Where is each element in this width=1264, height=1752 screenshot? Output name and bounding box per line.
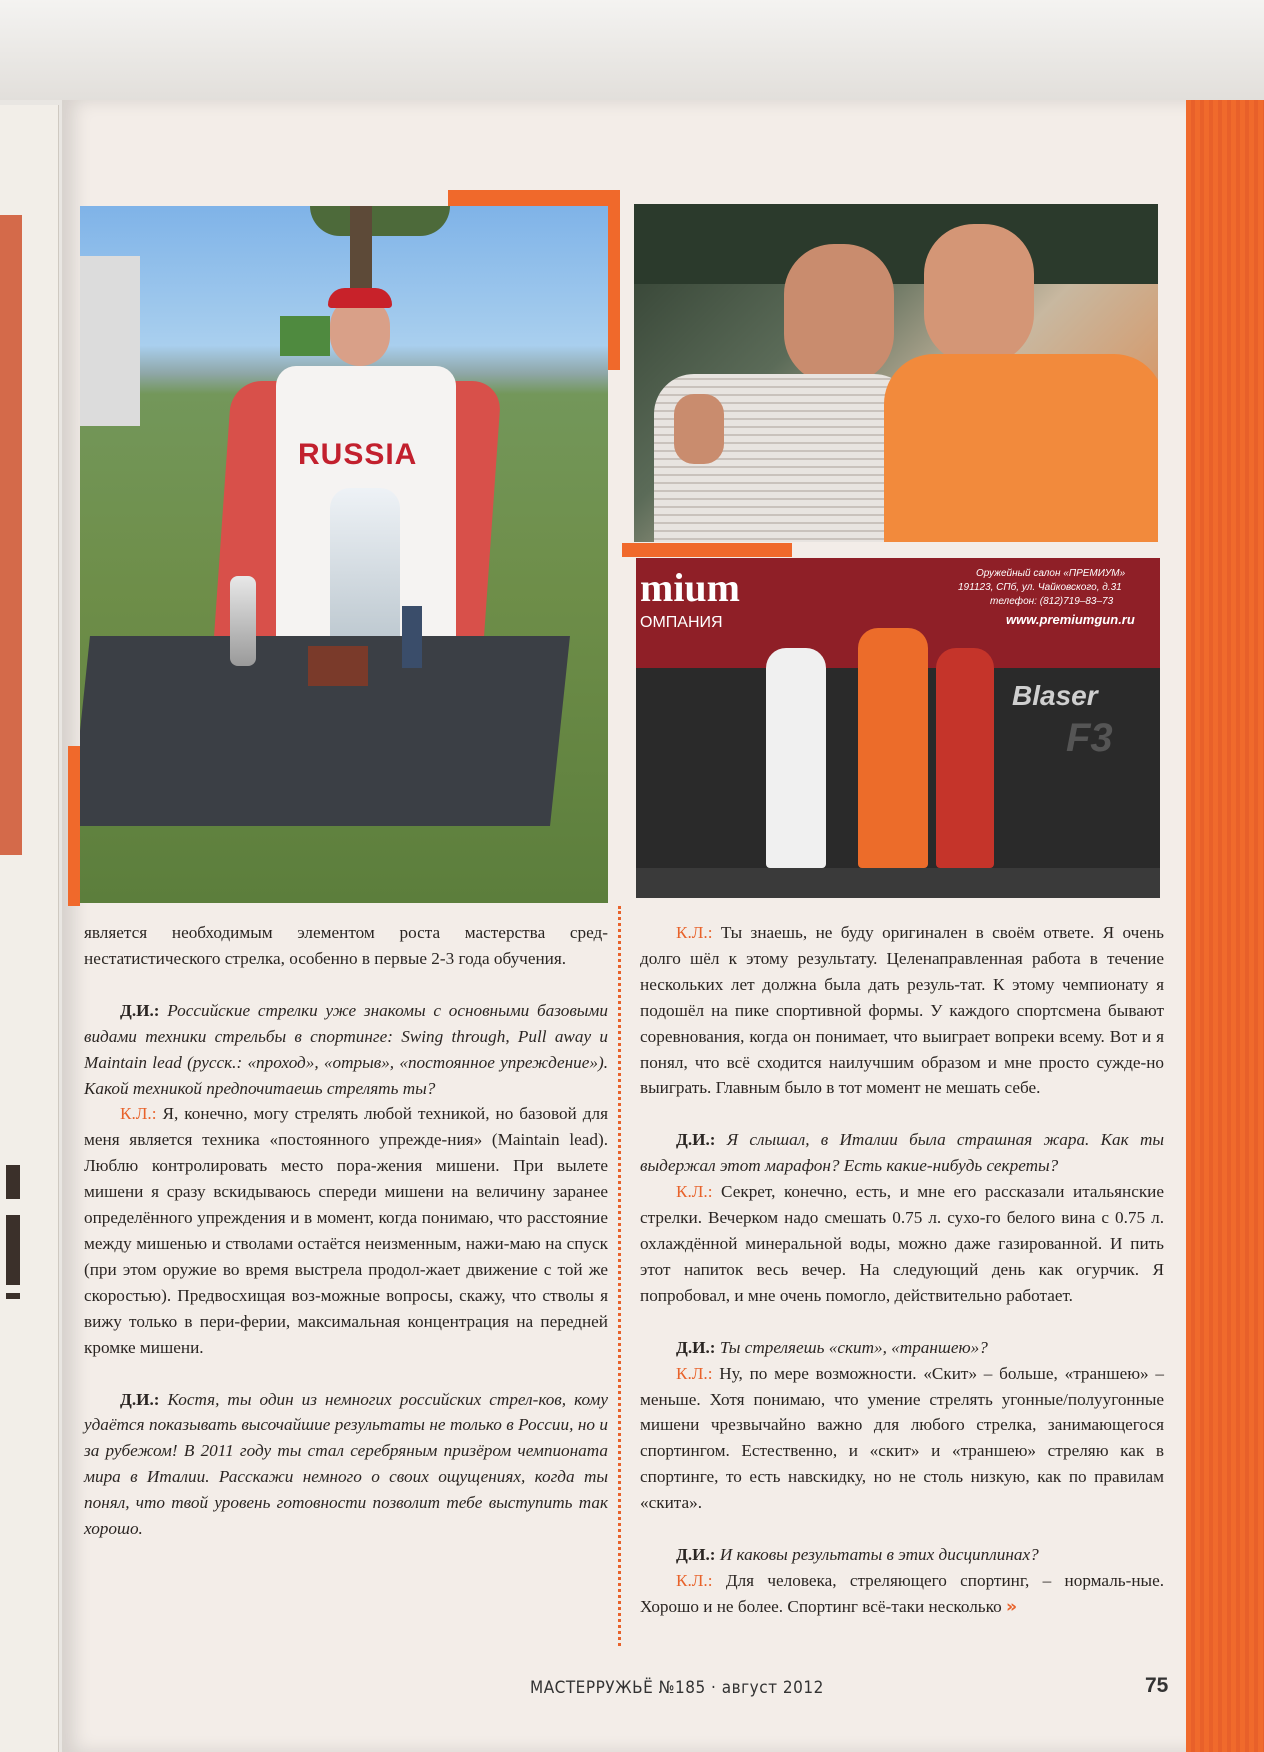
previous-page-edge	[0, 105, 59, 1752]
footer-magazine-issue: МАСТЕРРУЖЬЁ №185 · август 2012	[530, 1678, 824, 1698]
answer	[640, 1568, 1164, 1621]
question	[640, 1335, 1164, 1361]
previous-page-mark	[6, 1165, 20, 1199]
question-text: Российские стрелки уже знакомы с основными базовыми видами техники стрельбы в спортинге: Swing through, Pull away и Maintain lead (русск.: «проход», «отрыв», «постоянное упреждение»). Какой техникой предпочитаешь стрелять ты?	[84, 1000, 608, 1098]
salon-address: 191123, СПб, ул. Чайковского, д.31	[958, 582, 1122, 593]
answer-text: Ну, по мере возможности. «Скит» – больше, «траншею» – меньше. Хотя понимаю, что умение стрелять угонные/полуугонные мишени чрезвычайно важно для любого стрелка, занимающегося спортингом. Естественно, и «скит» и «траншею» стреляю как в спортинге, то есть навскидку, но не столь низкую, как по правилам «скита».	[640, 1363, 1164, 1513]
previous-page-orange-strip	[0, 215, 22, 855]
answer-text: Секрет, конечно, есть, и мне его рассказали итальянские стрелки. Вечерком надо смешать 0.75 л. сухо-го белого вина с 0.75 л. охлаждённой минеральной воды, можно даже газированной. И пить этот напиток весь вечер. На следующий день как огурчик. Я попробовал, и мне очень помогло, действительно работает.	[640, 1182, 1165, 1305]
speaker-kl: К.Л.:	[676, 1570, 713, 1590]
left-column	[84, 920, 608, 1542]
speaker-di: Д.И.:	[120, 1389, 160, 1409]
photo-frame-accent	[68, 746, 80, 906]
banner-brand-text: mium	[640, 565, 740, 610]
speaker-di: Д.И.:	[676, 1337, 716, 1357]
salon-phone: телефон: (812)719–83–73	[990, 596, 1114, 607]
column-divider	[618, 906, 621, 1646]
question	[640, 1127, 1164, 1179]
answer-text: Для человека, стреляющего спортинг, – нормаль-ные. Хорошо и не более. Спортинг всё-таки несколько	[640, 1570, 1165, 1616]
photo-frame-accent	[608, 190, 620, 370]
question	[84, 1387, 608, 1542]
photo-frame-accent	[622, 543, 792, 557]
previous-page-mark	[6, 1293, 20, 1299]
jersey-text: RUSSIA	[298, 438, 418, 471]
previous-page-mark	[6, 1215, 20, 1285]
speaker-di: Д.И.:	[120, 1000, 160, 1020]
question	[84, 998, 608, 1102]
photo-shooter-with-trophies	[80, 206, 608, 903]
question-text: Ты стреляешь «скит», «траншею»?	[719, 1337, 988, 1357]
question-text: И каковы результаты в этих дисциплинах?	[719, 1545, 1039, 1565]
answer	[84, 1101, 608, 1360]
speaker-di: Д.И.:	[676, 1545, 716, 1565]
question-text: Я слышал, в Италии была страшная жара. Как ты выдержал этот марафон? Есть какие-нибудь секреты?	[640, 1130, 1165, 1176]
blaser-logo-text: Blaser	[1012, 680, 1098, 711]
continue-arrow-icon: »	[1005, 1596, 1018, 1617]
speaker-kl: К.Л.:	[676, 923, 713, 942]
photo-frame-accent	[448, 190, 618, 206]
answer-text: Я, конечно, могу стрелять любой техникой, но базовой для меня является техника «постоянного упрежде-ния» (Maintain lead). Люблю контролировать место пора-жения мишени. При вылете мишени я сразу вскидываюсь спереди мишени на величину заранее определённого упреждения и в момент, когда понимаю, что расстояние между мишенью и стволами остаётся неизменным, нажи-маю на спуск (при этом оружие во время выстрела продол-жает движение с той же скоростью). Предвосхищая воз-можные вопросы, скажу, что стволы я вижу только в пери-ферии, максимальная концентрация на передней кромке мишени.	[84, 1104, 608, 1357]
paragraph-text: является необходимым элементом роста мастерства сред-нестатистического стрелка, особенно в первые 2-3 года обучения.	[84, 923, 608, 968]
answer	[640, 1179, 1164, 1309]
paragraph	[84, 920, 608, 972]
answer	[640, 1361, 1164, 1516]
right-column	[640, 920, 1164, 1621]
photo-two-shooters	[634, 204, 1158, 542]
speaker-kl: К.Л.:	[120, 1104, 157, 1124]
page-orange-edge	[1186, 100, 1264, 1752]
salon-website: www.premiumgun.ru	[1006, 612, 1135, 627]
page-number: 75	[1145, 1674, 1169, 1697]
speaker-kl: К.Л.:	[676, 1182, 713, 1202]
scan-background	[0, 0, 1264, 100]
speaker-kl: К.Л.:	[676, 1363, 713, 1383]
question-text: Костя, ты один из немногих российских стрел-ков, кому удаётся показывать высочайшие результаты не только в России, но и за рубежом! В 2011 году ты стал серебряным призёром чемпионата мира в Италии. Расскажи немного о своих ощущениях, когда ты понял, что твой уровень готовности позволит тебе выступить так хорошо.	[84, 1389, 608, 1539]
question	[640, 1542, 1164, 1568]
answer	[640, 920, 1164, 1101]
f3-logo-text: F3	[1066, 716, 1113, 760]
banner-company-text: ОМПАНИЯ	[640, 614, 723, 631]
photo-podium	[636, 558, 1160, 898]
speaker-di: Д.И.:	[676, 1130, 716, 1150]
salon-name: Оружейный салон «ПРЕМИУМ»	[976, 568, 1126, 579]
answer-text: Ты знаешь, не буду оригинален в своём ответе. Я очень долго шёл к этому результату. Целенаправленная работа в течение нескольких лет должна была дать резуль-тат. К этому чемпионату я подошёл на пике спортивной формы. У каждого спортсмена бывают соревнования, когда он понимает, что выиграет вопреки всему. Вот и я понял, что всё сходится наилучшим образом и мне просто сужде-но выиграть. Главным было в тот момент не мешать себе.	[640, 923, 1164, 1098]
